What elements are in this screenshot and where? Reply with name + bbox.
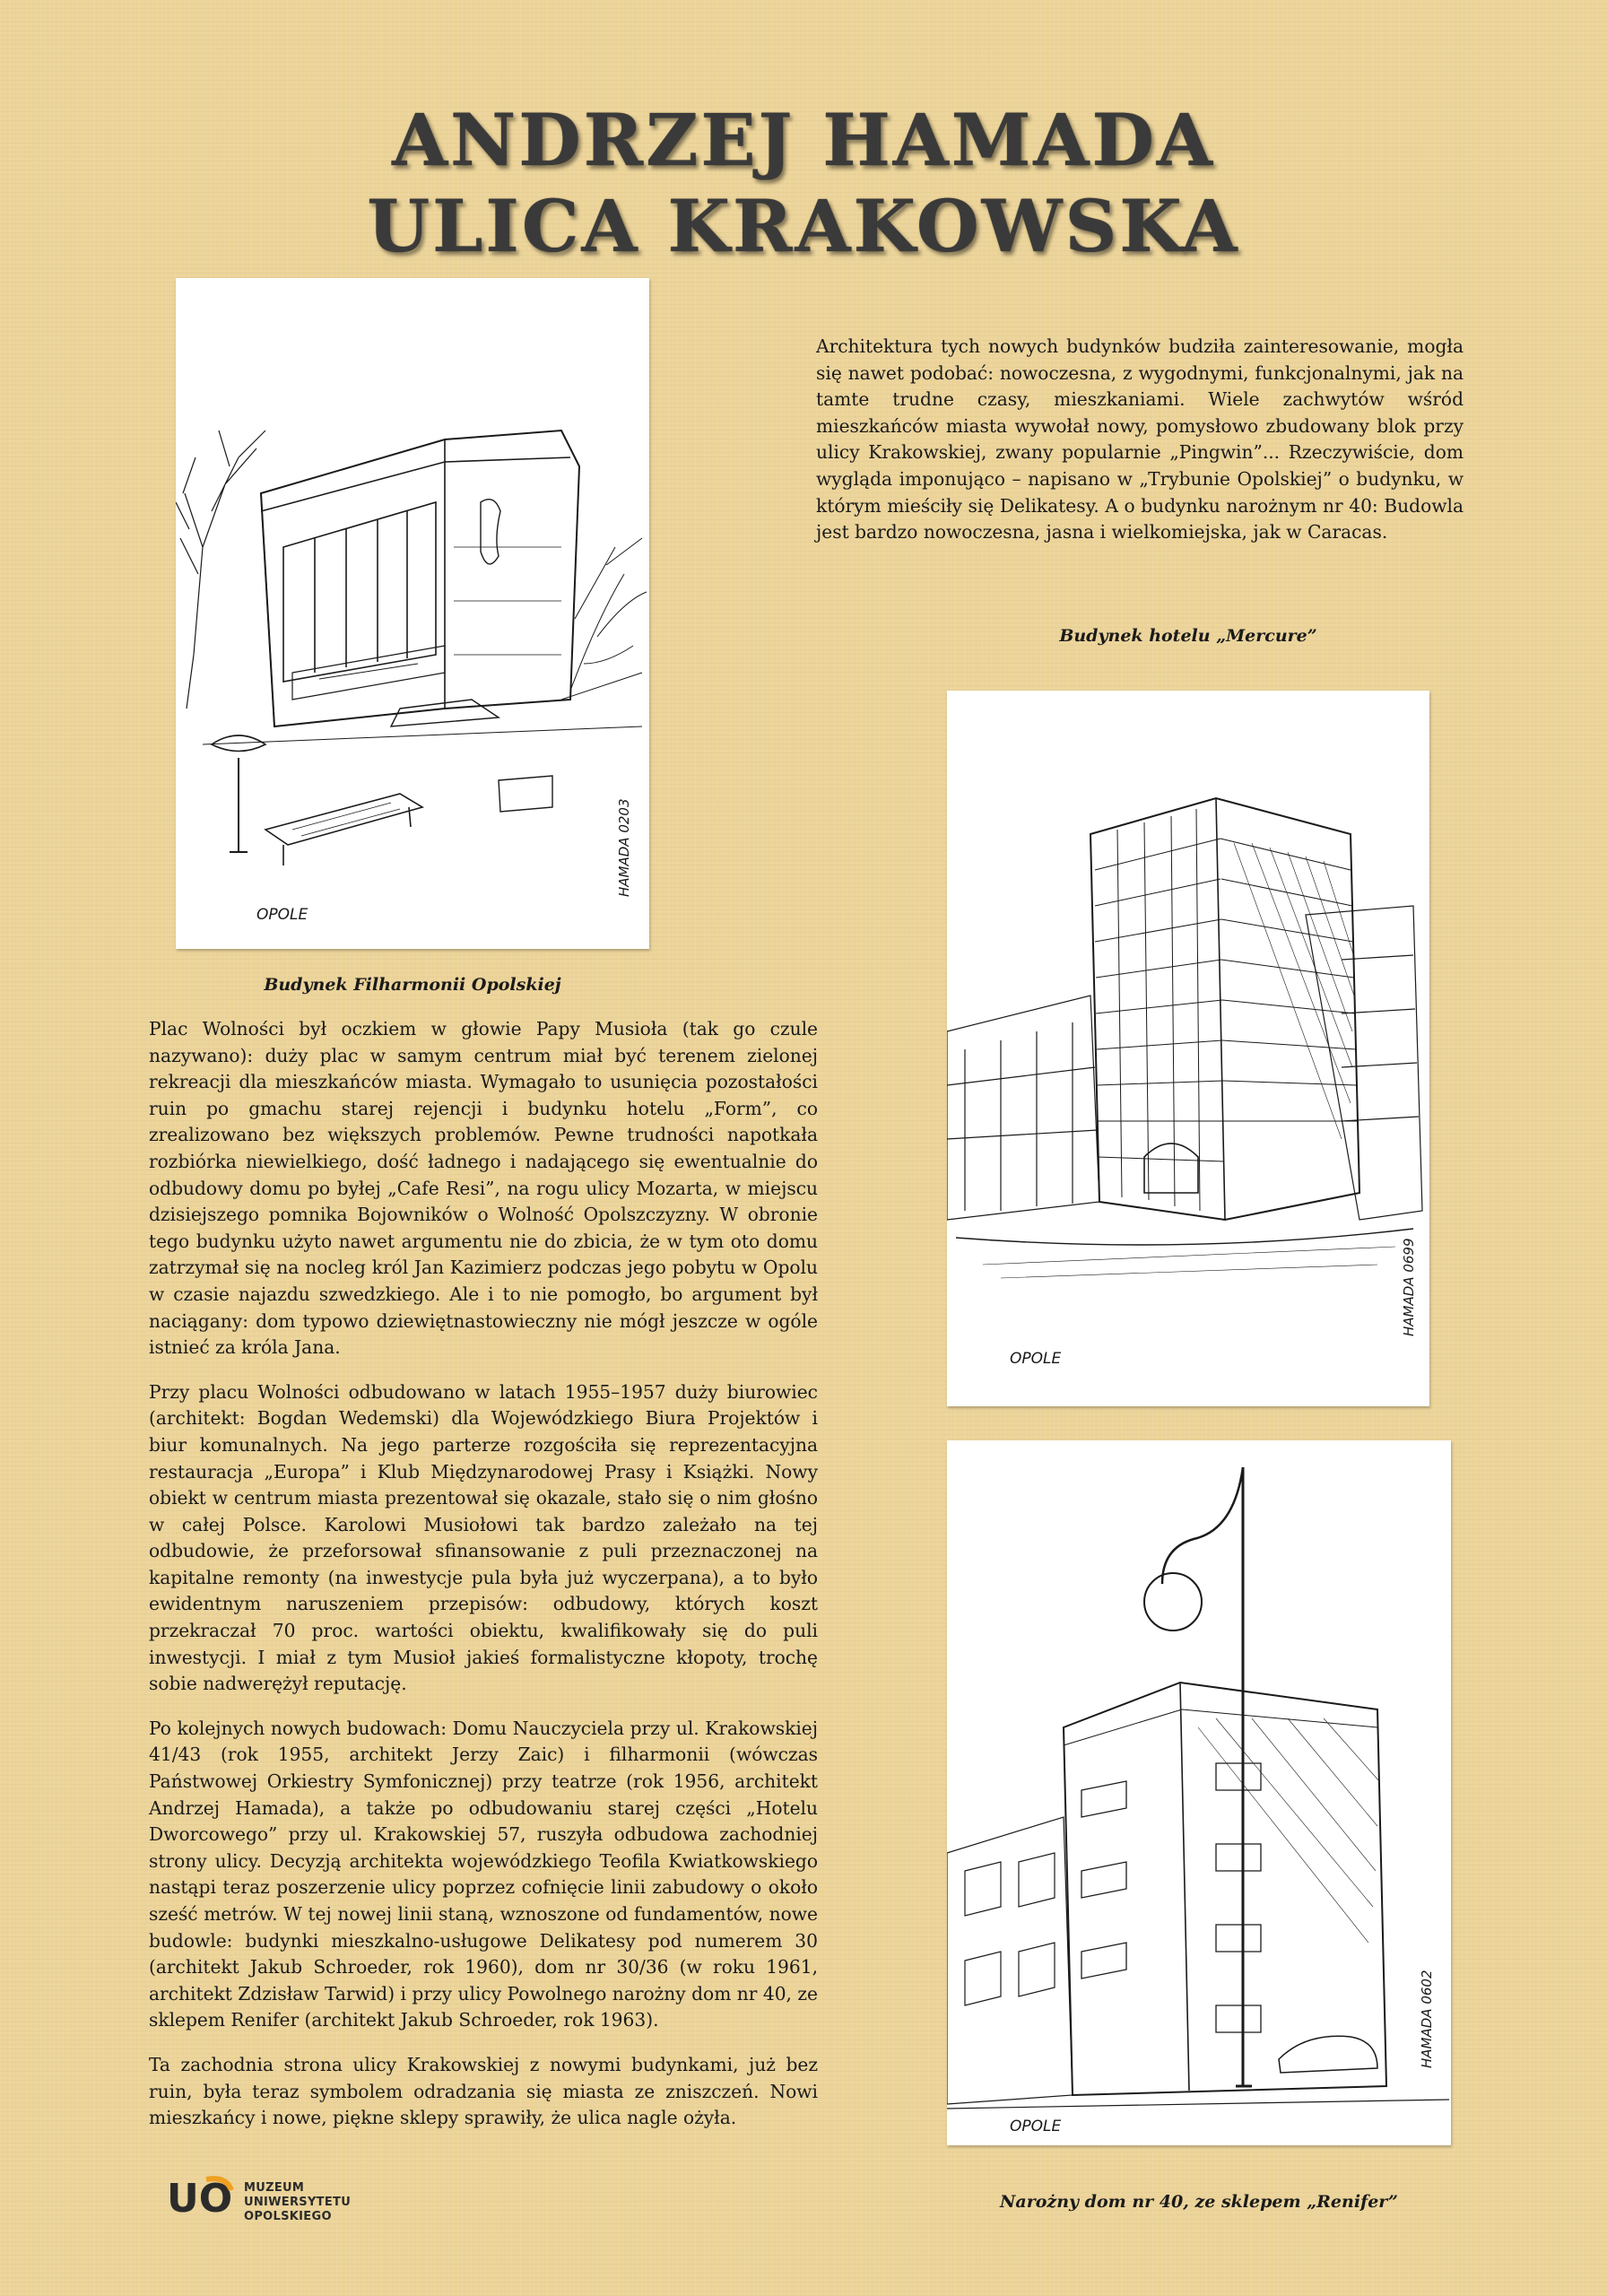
balconies [1081, 1763, 1261, 2032]
body-paragraph-4: Ta zachodnia strona ulicy Krakowskiej z nowymi budynkami, już bez ruin, była teraz symbolem odradzania się miasta ze zniszczeń. Nowi mieszkańcy i nowe, piękne sklepy sprawiły, że ulica nagle ożyła. [149, 2053, 818, 2129]
logo-line-1: MUZEUM [244, 2181, 305, 2195]
sketch-mercure [947, 691, 1429, 1406]
tree-left [176, 430, 265, 709]
logo-mark-text: UO [167, 2176, 233, 2219]
bench [265, 794, 422, 865]
title-line-1: ANDRZEJ HAMADA [392, 98, 1215, 182]
building-main [261, 430, 579, 726]
filharmonia-drawing [176, 278, 649, 949]
caption-mercure: Budynek hotelu „Mercure” [1059, 626, 1317, 646]
uo-logo-mark [167, 2174, 235, 2219]
building-right [1306, 906, 1422, 1220]
corner-house [1064, 1683, 1386, 2095]
sketch-filharmonia [176, 278, 649, 949]
car [1279, 2036, 1377, 2073]
body-paragraph-2: Przy placu Wolności odbudowano w latach 1955–1957 duży biurowiec (architekt: Bogdan Wedemski) dla Wojewódzkiego Biura Projektów i biur komunalnych. Na jego parterze rozgościła się reprezentacyjna restauracja „Europa” i Klub Międzynarodowej Prasy i Książki. Nowy obiekt w centrum miasta prezentował się okazale, stało się o nim głośno w całej Polsce. Karolowi Musiołowi tak bardzo zależało na tej odbudowie, że przeforsował sfinansowanie z puli przeznaczonej na kapitalne remonty (na inwestycje pula była już wyczerpana), a to było ewidentnym naruszeniem przepisów: odbudowy, których koszt przekraczał 70 proc. wartości obiektu, kwalifikowały się do puli inwestycji. I miał z tym Musioł jakieś formalistyczne kłopoty, trochę sobie nadwerężył reputację. [149, 1380, 818, 1695]
intro-paragraph: Architektura tych nowych budynków budziła zainteresowanie, mogła się nawet podobać: nowoczesna, z wygodnymi, funkcjonalnymi, jak na tamte trudne czasy, mieszkaniami. Wiele zachwytów wśród mieszkańców miasta wywołał nowy, pomysłowo zbudowany blok przy ulicy Krakowskiej, zwany popularnie „Pingwin”... Rzeczywiście, dom wygląda imponująco – napisano w „Trybunie Opolskiej” o budynku, w którym mieściły się Delikatesy. A o budynku narożnym nr 40: Budowla jest bardzo nowoczesna, jasna i wielkomiejska, jak w Caracas. [816, 335, 1464, 544]
logo-text [244, 2181, 436, 2224]
renifer-drawing [947, 1440, 1451, 2145]
sketch-place: OPOLE [1010, 1350, 1062, 1368]
museum-logo [167, 2174, 436, 2223]
body-paragraph-3: Po kolejnych nowych budowach: Domu Nauczyciela przy ul. Krakowskiej 41/43 (rok 1955, architekt Jerzy Zaic) i filharmonii (wówczas Państwowej Orkiestry Symfonicznej) przy teatrze (rok 1956, architekt Andrzej Hamada), a także po odbudowaniu starej części „Hotelu Dworcowego” przy ul. Krakowskiej 57, ruszyła odbudowa zachodniej strony ulicy. Decyzją architekta wojewódzkiego Teofila Kwiatkowskiego nastąpi teraz poszerzenie ulicy poprzez cofnięcie linii zabudowy o około sześć metrów. W tej nowej linii staną, wznoszone od fundamentów, nowe budowle: budynki mieszkalno-usługowe Delikatesy pod numerem 30 (architekt Jakub Schroeder, rok 1960), dom nr 30/36 (w roku 1961, architekt Zdzisław Tarwid) i przy ulicy Powolnego narożny dom nr 40, ze sklepem Renifer (architekt Jakub Schroeder, rok 1963). [149, 1717, 818, 2031]
logo-line-2: UNIWERSYTETU OPOLSKIEGO [244, 2196, 352, 2223]
street-lamp [1144, 1467, 1252, 2086]
building-left [947, 1817, 1073, 2104]
sketch-place: OPOLE [256, 906, 308, 924]
entrance-canopy [1144, 1144, 1198, 1193]
hotel-tower [1090, 798, 1359, 1220]
sketch-signature: HAMADA 0203 [616, 798, 632, 897]
mercure-drawing [947, 691, 1429, 1406]
street-lamp [212, 735, 265, 852]
title-line-2: ULICA KRAKOWSKA [367, 184, 1240, 268]
house-shading [1198, 1718, 1379, 1943]
tower-shading [1234, 843, 1355, 1139]
body-paragraph-1: Plac Wolności był oczkiem w głowie Papy Musioła (tak go czule nazywano): duży plac w samym centrum miał być terenem zielonej rekreacji dla mieszkańców miasta. Wymagało to usunięcia pozostałości ruin po gmachu starej rejencji i budynku hotelu „Form”, co zrealizowano bez większych problemów. Pewne trudności napotkała rozbiórka niewielkiego, dość ładnego i nadającego się ewentualnie do odbudowy domu po byłej „Cafe Resi”, na rogu ulicy Mozarta, w miejscu dzisiejszego pomnika Bojowników o Wolność Opolszczyzny. W obronie tego budynku użyto nawet argumentu nie do zbicia, że w tym oto domu zatrzymał się na nocleg król Jan Kazimierz podczas jego pobytu w Opolu w czasie najazdu szwedzkiego. Ale i to nie pomogło, bo argument był naciągany: dom typowo dziewiętnastowieczny nie mógł jeszcze w ogóle istnieć za króla Jana. [149, 1018, 818, 1359]
caption-filharmonia: Budynek Filharmonii Opolskiej [264, 975, 561, 995]
planter [499, 776, 552, 812]
sketch-place: OPOLE [1010, 2118, 1062, 2135]
building-left [947, 996, 1099, 1220]
sketch-signature: HAMADA 0699 [1401, 1238, 1417, 1336]
body-text-block [149, 1016, 818, 2150]
sketch-renifer [947, 1440, 1451, 2145]
intro-text-block [816, 334, 1464, 564]
sketch-signature: HAMADA 0602 [1419, 1970, 1435, 2068]
caption-renifer: Narożny dom nr 40, ze sklepem „Renifer” [1000, 2192, 1398, 2212]
